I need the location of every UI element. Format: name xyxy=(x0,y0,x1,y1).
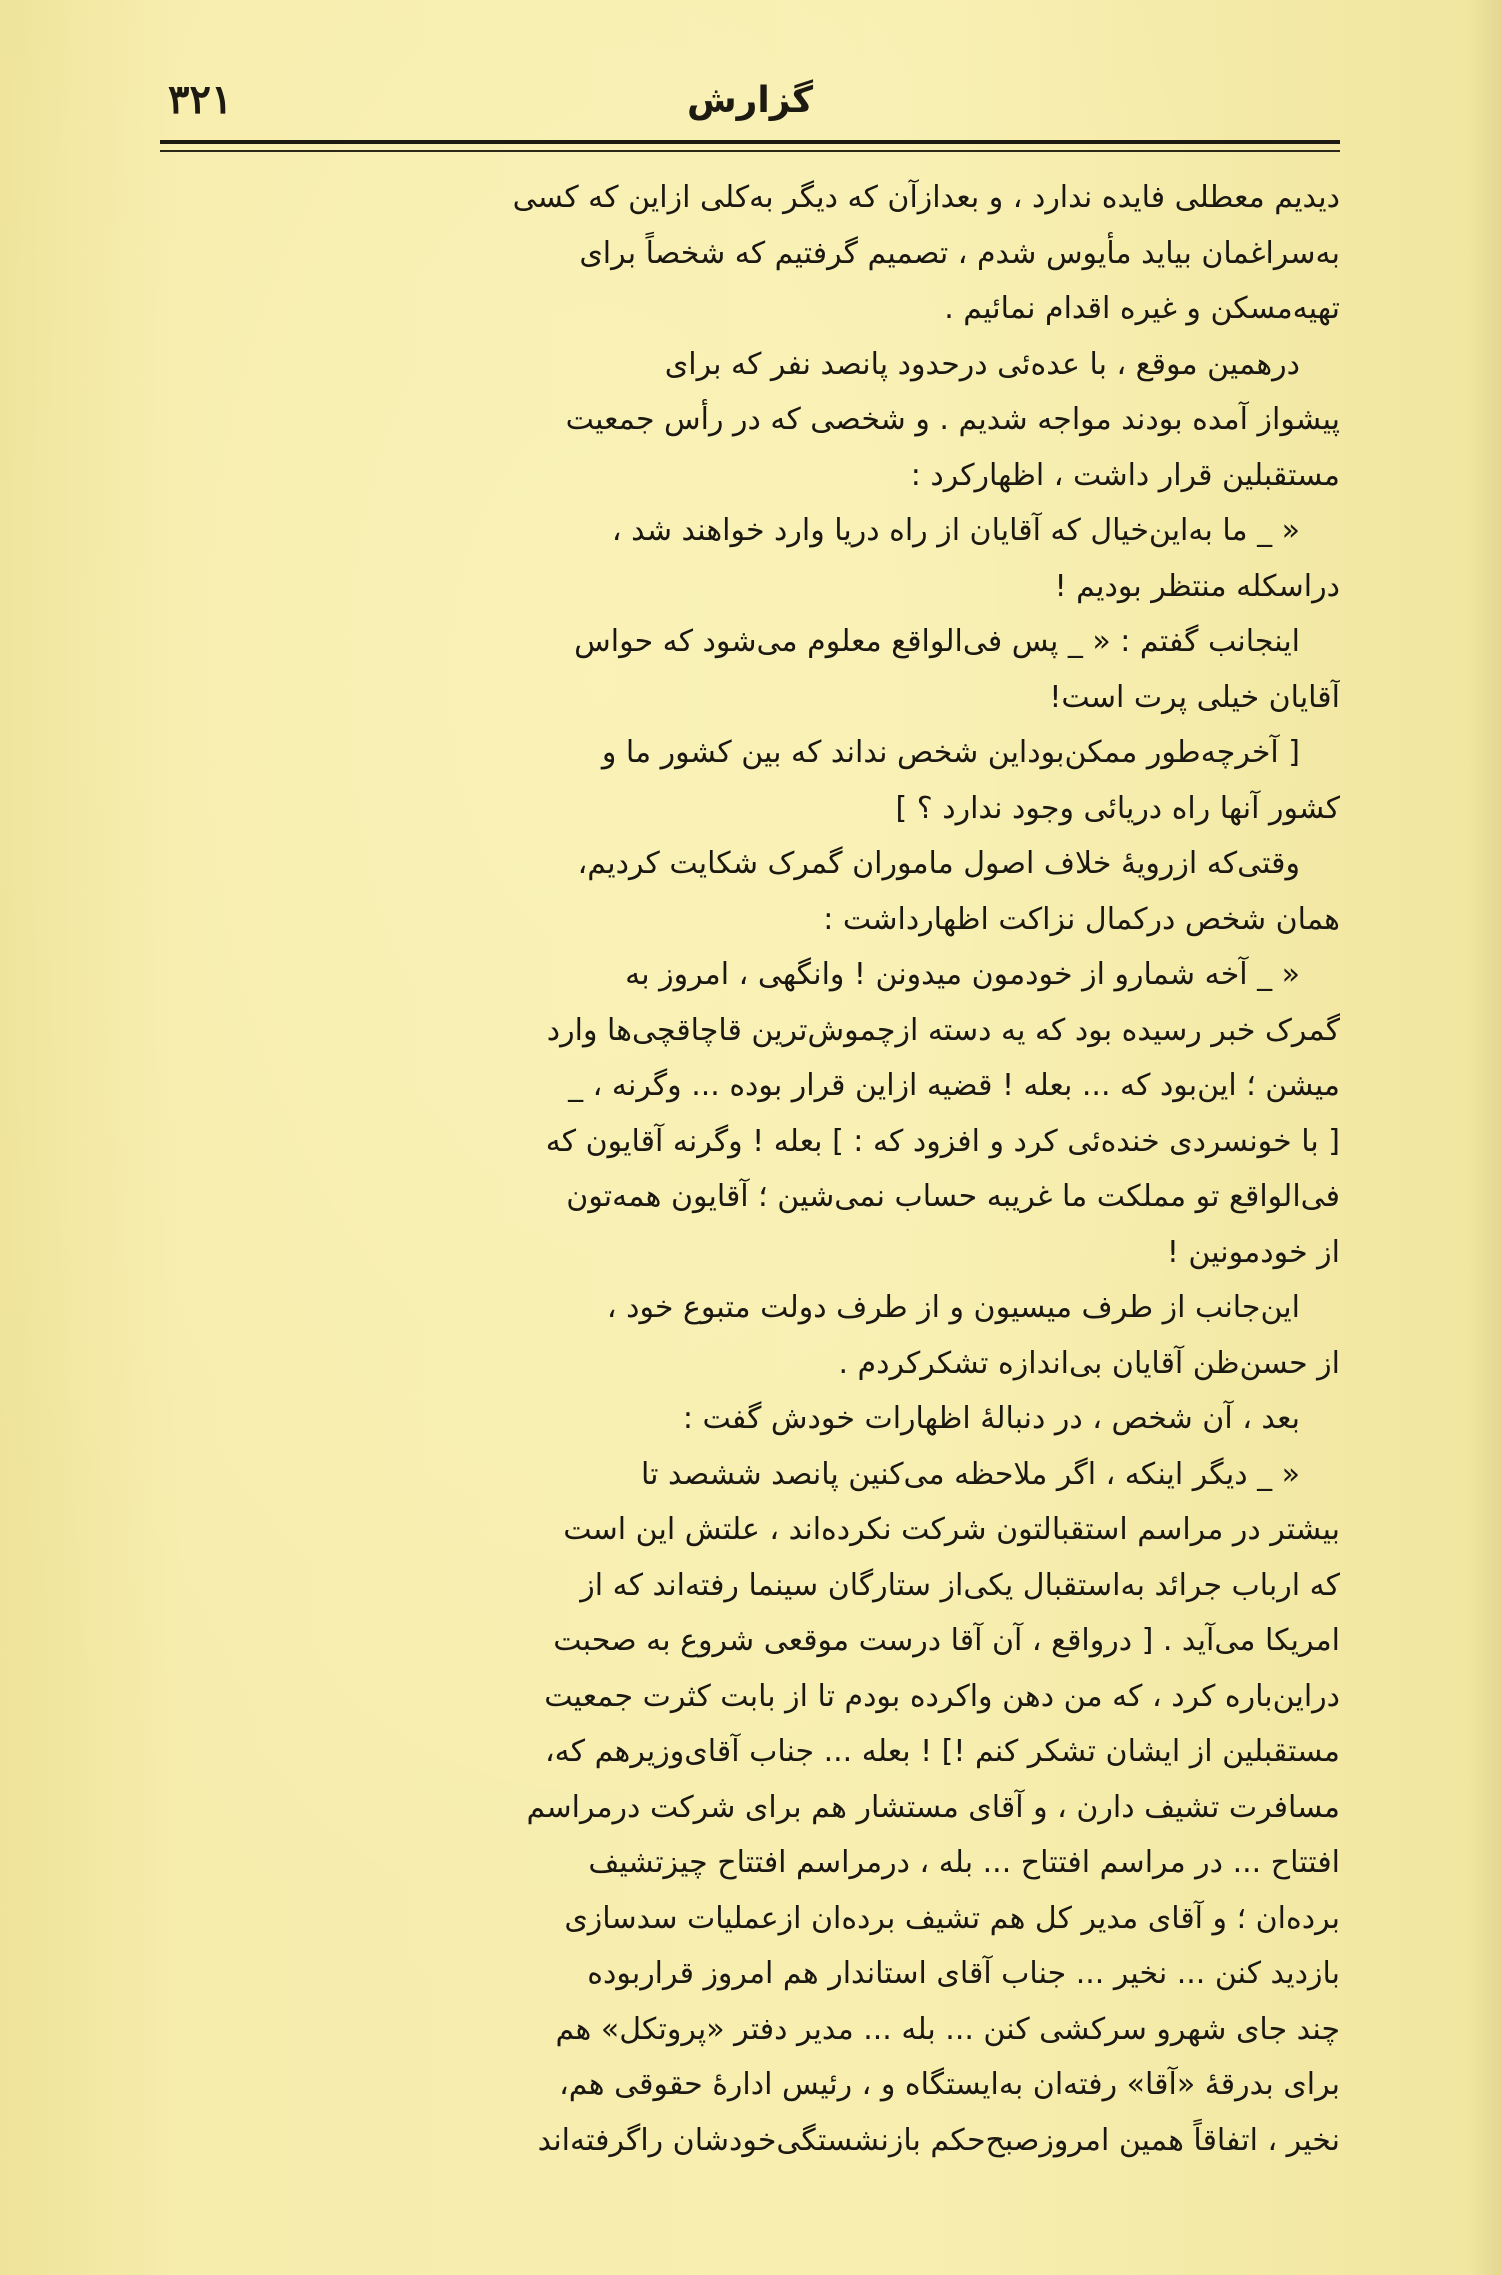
text-line: گمرک خبر رسیده بود که یه دسته ازچموش‌ترین قاچاقچی‌ها وارد xyxy=(546,1012,1340,1048)
text-line: از خودمونین ! xyxy=(1166,1234,1340,1270)
text-line: « _ آخه شمارو از خودمون میدونن ! وانگهی ، امروز به xyxy=(625,957,1300,992)
text-line: چند جای شهرو سرکشی کنن ... بله ... مدیر دفتر «پروتکل» هم xyxy=(555,2011,1340,2047)
text-line: برای بدرقهٔ «آقا» رفته‌ان به‌ایستگاه و ، رئیس ادارهٔ حقوقی هم، xyxy=(559,2067,1340,2102)
text-line: [ با خونسردی خنده‌ئی کرد و افزود که : ] بعله ! وگرنه آقایون که xyxy=(545,1123,1340,1159)
text-line: برده‌ان ؛ و آقای مدیر کل هم تشیف برده‌ان ازعملیات سدسازی xyxy=(564,1900,1340,1936)
text-line: درهمین موقع ، با عده‌ئی درحدود پانصد نفر که برای xyxy=(664,346,1300,382)
text-line: دراسکله منتظر بودیم ! xyxy=(1054,568,1340,604)
text-line: که ارباب جرائد به‌استقبال یکی‌از ستارگان سینما رفته‌اند که از xyxy=(580,1567,1340,1603)
text-line: بعد ، آن شخص ، در دنبالهٔ اظهارات خودش گفت : xyxy=(682,1401,1300,1436)
body-text xyxy=(140,170,1340,2168)
text-line: مستقبلین قرار داشت ، اظهارکرد : xyxy=(910,457,1340,493)
running-title: گزارش xyxy=(686,80,814,121)
text-line: « _ ما به‌این‌خیال که آقایان از راه دریا وارد خواهند شد ، xyxy=(611,513,1300,548)
text-line: مستقبلین از ایشان تشکر کنم !] ! بعله ... جناب آقای‌وزیرهم که، xyxy=(545,1734,1340,1769)
text-line: [ آخرچه‌طور ممکن‌بوداین شخص نداند که بین کشور ما و xyxy=(601,735,1300,770)
text-line: فی‌الواقع تو مملکت ما غریبه حساب نمی‌شین ؛ آقایون همه‌تون xyxy=(566,1179,1340,1214)
text-line: همان شخص درکمال نزاکت اظهارداشت : xyxy=(823,901,1340,937)
running-head xyxy=(160,76,1340,136)
header-rule-thick xyxy=(160,140,1340,144)
text-line: تهیه‌مسکن و غیره اقدام نمائیم . xyxy=(944,291,1340,326)
text-line: بیشتر در مراسم استقبالتون شرکت نکرده‌اند ، علتش این است xyxy=(563,1512,1340,1547)
text-line: نخیر ، اتفاقاً همین امروزصبح‌حکم بازنشستگی‌خودشان راگرفته‌اند xyxy=(537,2122,1340,2158)
text-line: افتتاح ... در مراسم افتتاح ... بله ، درمراسم افتتاح چیزتشیف xyxy=(588,1845,1340,1880)
text-line: وقتی‌که ازرویهٔ خلاف اصول ماموران گمرک شکایت کردیم، xyxy=(577,846,1300,881)
text-line: کشور آنها راه دریائی وجود ندارد ؟ ] xyxy=(895,790,1340,826)
text-line: « _ دیگر اینکه ، اگر ملاحظه می‌کنین پانصد ششصد تا xyxy=(640,1456,1300,1492)
text-line: دیدیم معطلی فایده ندارد ، و بعدازآن که دیگر به‌کلی ازاین که کسی xyxy=(512,180,1340,215)
text-line: اینجانب گفتم : « _ پس فی‌الواقع معلوم می‌شود که حواس xyxy=(574,624,1300,659)
text-line: امریکا می‌آید . [ درواقع ، آن آقا درست موقعی شروع به صحبت xyxy=(553,1623,1340,1658)
text-line: از حسن‌ظن آقایان بی‌اندازه تشکرکردم . xyxy=(838,1345,1340,1381)
text-line: آقایان خیلی پرت است! xyxy=(1049,679,1340,715)
page-number: ۱۲۳ xyxy=(168,76,233,123)
text-line: پیشواز آمده بودند مواجه شدیم . و شخصی که در رأس جمعیت xyxy=(565,402,1340,437)
text-line: بازدید کنن ... نخیر ... جناب آقای استاندار هم امروز قراربوده xyxy=(587,1956,1340,1991)
header-rule-thin xyxy=(160,150,1340,152)
text-line: به‌سراغمان بیاید مأیوس شدم ، تصمیم گرفتیم که شخصاً برای xyxy=(579,235,1340,271)
text-line: میشن ؛ این‌بود که ... بعله ! قضیه ازاین قرار بوده ... وگرنه ، _ xyxy=(568,1068,1340,1103)
text-line: دراین‌باره کرد ، که من دهن واکرده بودم تا از بابت کثرت جمعیت xyxy=(544,1678,1340,1714)
spine-shadow xyxy=(1468,0,1502,2275)
text-line: مسافرت تشیف دارن ، و آقای مستشار هم برای شرکت درمراسم xyxy=(526,1789,1340,1825)
text-line: این‌جانب از طرف میسیون و از طرف دولت متبوع خود ، xyxy=(606,1290,1300,1325)
